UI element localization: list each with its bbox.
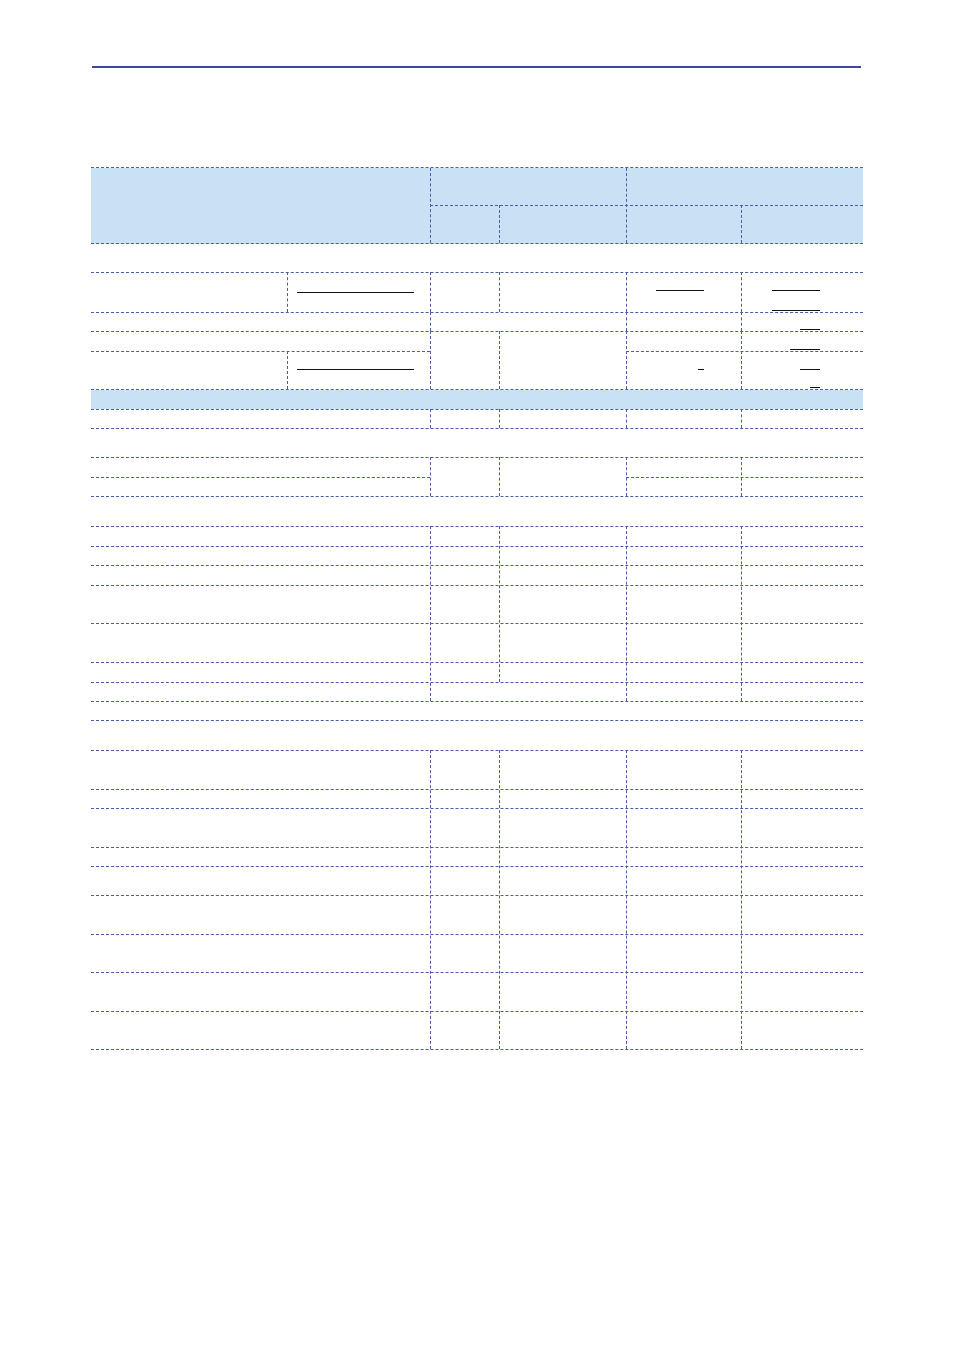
underline-mark xyxy=(297,369,414,370)
table-rule xyxy=(91,895,863,896)
table-rule xyxy=(430,526,431,701)
table-rule xyxy=(91,409,863,410)
underline-mark xyxy=(790,349,820,350)
table-rule xyxy=(499,750,500,1049)
table-rule xyxy=(91,477,430,478)
underline-mark xyxy=(297,292,414,293)
table-rule xyxy=(499,331,500,389)
table-rule xyxy=(741,457,742,496)
table-rule xyxy=(91,750,863,751)
table-rule xyxy=(741,312,742,331)
underline-mark xyxy=(772,310,820,311)
table-rule xyxy=(91,1049,863,1050)
table-rule xyxy=(91,243,863,244)
table-rule xyxy=(91,847,863,848)
table-rule xyxy=(626,331,627,389)
table-rule xyxy=(499,457,500,496)
table-rule xyxy=(430,750,431,1049)
table-rule xyxy=(287,351,288,389)
table-rule xyxy=(626,312,627,331)
table-rule xyxy=(430,272,431,312)
table-rule xyxy=(91,934,863,935)
table-rule xyxy=(430,409,431,428)
table-rule xyxy=(741,409,742,428)
table-rule xyxy=(499,272,500,312)
table-rule xyxy=(91,167,863,168)
table-rule xyxy=(91,546,863,547)
underline-mark xyxy=(810,387,820,388)
table-rule xyxy=(430,168,431,243)
highlight-row xyxy=(91,390,863,409)
table-rule xyxy=(91,331,863,332)
table-rule xyxy=(626,409,627,428)
table-rule xyxy=(91,585,863,586)
underline-mark xyxy=(800,329,820,330)
table-rule xyxy=(626,750,627,1049)
table-rule xyxy=(741,205,742,243)
table-rule xyxy=(741,331,742,389)
table-rule xyxy=(91,457,863,458)
table-rule xyxy=(626,351,863,352)
table-rule xyxy=(91,389,863,390)
table-rule xyxy=(91,972,863,973)
table-header xyxy=(91,168,863,244)
table-rule xyxy=(91,526,863,527)
table-rule xyxy=(91,720,863,721)
table-rule xyxy=(430,457,431,496)
table-rule xyxy=(626,457,627,496)
table-rule xyxy=(91,682,863,683)
table-rule xyxy=(91,789,863,790)
table-rule xyxy=(626,526,627,701)
underline-mark xyxy=(800,369,820,370)
table-rule xyxy=(626,168,627,243)
table-rule xyxy=(91,496,863,497)
table-rule xyxy=(430,312,431,331)
table-rule xyxy=(91,866,863,867)
table-rule xyxy=(91,351,430,352)
underline-mark xyxy=(698,369,704,370)
table-rule xyxy=(91,808,863,809)
table-rule xyxy=(741,750,742,1049)
table-rule xyxy=(91,272,863,273)
table-rule xyxy=(91,1011,863,1012)
table-rule xyxy=(741,272,742,312)
underline-mark xyxy=(656,290,704,291)
table-rule xyxy=(626,272,627,312)
table-rule xyxy=(91,428,863,429)
underline-mark xyxy=(772,290,820,291)
table-rule xyxy=(741,526,742,701)
table-rule xyxy=(287,272,288,312)
table-rule xyxy=(430,205,863,206)
table-rule xyxy=(91,662,863,663)
table-rule xyxy=(499,526,500,682)
table-rule xyxy=(430,331,431,389)
table-rule xyxy=(499,409,500,428)
table-rule xyxy=(91,623,863,624)
table-rule xyxy=(499,205,500,243)
table-rule xyxy=(626,477,863,478)
table-rule xyxy=(91,312,863,313)
table-rule xyxy=(91,701,863,702)
table-rule xyxy=(91,565,863,566)
